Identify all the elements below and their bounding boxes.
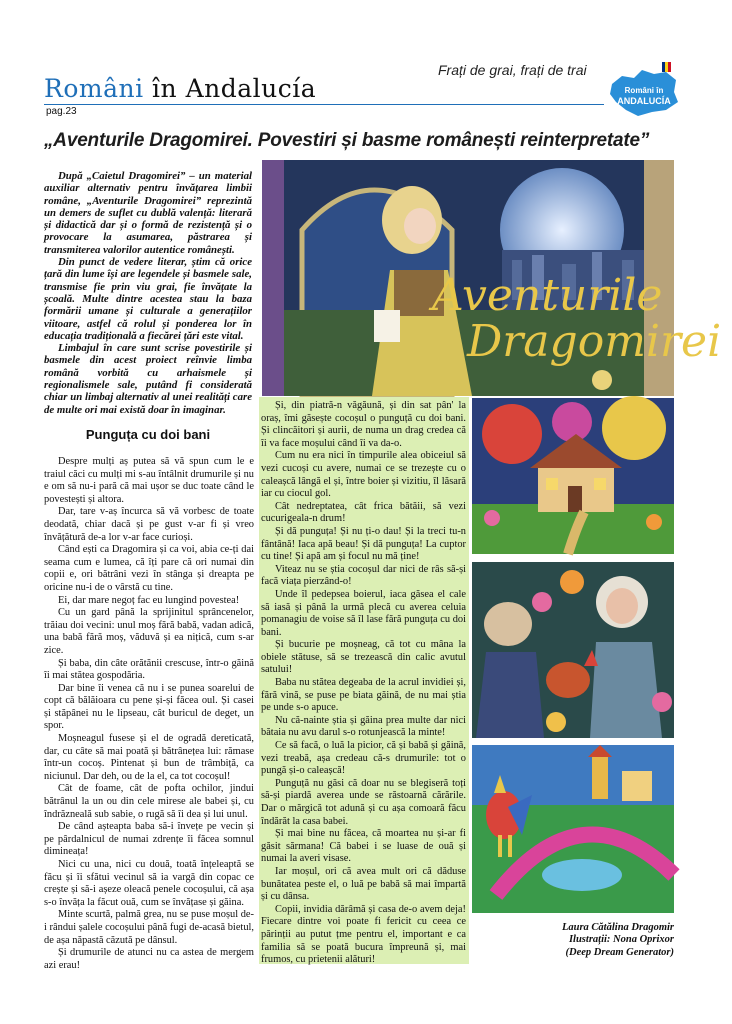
intro-paragraph: După „Caietul Dragomirei” – un material auxiliar alternativ pentru învățarea limbii române, „Aventurile Dragomirei” reprezintă un demers de suflet cu dublă valență: literară și didactică dar și o formă de rezistență și o provocare la asumarea, păstrarea și transmiterea valorilor autentice românești.	[44, 170, 252, 256]
story-paragraph: Și mai bine nu făcea, că moartea nu și-ar fi găsit sărmana! Că babei i se luase de ouă și numai la averi visase.	[261, 828, 466, 865]
story-paragraph: Dar bine îi venea că nu i se punea soarelui de copt că bălăioara cu pene și-și făcea oul. Și casei și stăpânei nu le lipseau, cât buricul de deget, un spor.	[44, 682, 254, 732]
story-paragraph: Dar, tare v-aș încurca să vă vorbesc de toate deodată, chiar dacă și pe gust v-ar fi și vreo învățătură de-a lor v-ar face curioși.	[44, 506, 254, 543]
story-column-left	[44, 456, 254, 972]
story-paragraph: Și dă punguța! Și nu ți-o dau! Și la treci tu-n fântână! Iaca apă beau! Și dă punguța! La cuptor cu tine! Și apă am și focul nu mă ține!	[261, 525, 466, 563]
girl-face	[404, 208, 436, 244]
story-paragraph: Iar moșul, ori că avea mult ori că dăduse bunătatea peste el, o luă pe babă să mai împartă și cu dânsa.	[261, 865, 466, 903]
article-credits	[470, 922, 674, 959]
masthead-divider	[44, 104, 604, 105]
hero-scene	[262, 160, 722, 396]
story-paragraph: Și baba, din câte orătănii crescuse, într-o găină îi mai stătea gospodăria.	[44, 657, 254, 682]
illustration-old-couple-rooster	[472, 562, 674, 738]
magazine-title	[44, 74, 316, 103]
tagline: Frați de grai, frați de trai	[438, 62, 587, 78]
story-paragraph: Cum nu era nici în timpurile alea obiceiul să vezi cucoși cu avere, numai ce se trezește cu o caleașcă lângă el și, între boier și vizitiu, îl lăsară iar cu ciocul gol.	[261, 450, 466, 500]
hero-title-line1: Aventurile	[432, 270, 663, 321]
hero-title-line2: Dragomirei	[467, 316, 722, 367]
story-paragraph: Minte scurtă, palmă grea, nu se puse moșul de-i rândui șalele cocoșului până fugi de-acasă bietul, de așa năpastă căzută pe dânsul.	[44, 909, 254, 946]
story-paragraph: Și bucurie pe moșneag, că tot cu mâna la obiele stătuse, să se trezească din calic avutul satului!	[261, 639, 466, 676]
story-column-middle	[261, 400, 466, 967]
intro-paragraph: Din punct de vedere literar, știm că orice țară din lume își are legendele și basmele sale, transmise fie prin viu grai, fie învățate la școală. Multe dintre acestea stau la baza formării umane și culturale a generațiilor viitoare, astfel că rolul și ponderea lor în educația tradițională a fiecărei țări este vital.	[44, 256, 252, 342]
logo-line2: ANDALUCÍA	[617, 96, 671, 106]
flag-blue	[662, 62, 665, 72]
credit-illustrations: Ilustrații: Nona Oprixor	[568, 934, 674, 946]
story-paragraph: Ce să facă, o luă la picior, că și babă și găină, vezi treabă, așa credeau că-s drumurile: tot o pungă și-o caleașcă!	[261, 740, 466, 777]
story-paragraph: Moșneagul fusese și el de ogradă dereticată, dar, cu câte să mai poată și bătrânețea lui: rămase într-un cocoș. Pintenat și bun de trâmbiță, ca niciunul. Dar deh, ou de la el, ca tot cocoșul!	[44, 733, 254, 782]
logo-line1: Români în	[624, 86, 664, 95]
illustration-cottage	[472, 398, 674, 554]
credit-author: Laura Cătălina Dragomir	[561, 922, 674, 933]
illustration-rooster-bridge	[472, 745, 674, 913]
story-paragraph: De când așteapta baba să-i învețe pe vecin și pe pârdalnicul de numai zdrențe îi făcea somnul dimineața!	[44, 821, 254, 858]
story-paragraph: Cât nedreptatea, cât frica bătăii, să vezi cucurigeala-n drum!	[261, 500, 466, 525]
intro-paragraph: Limbajul în care sunt scrise povestirile și basmele din acest proiect reînvie limba română vorbită cu arhaismele și regionalismele sale, putând fi considerată chiar un limbaj alternativ al unei realități care de multe ori mai există doar în imaginar.	[44, 342, 252, 416]
hero-illustration	[262, 160, 722, 396]
page-number: pag.23	[46, 106, 77, 117]
story-paragraph: Nici cu una, nici cu două, toată înțeleaptă se făcu și îi sfătui vecinul să ia vargă din copac ce crește și să-i așeze oleacă penele cocoșului, că așa s-o învăța la făcut ouă, cum se învățase și găina.	[44, 859, 254, 908]
story-paragraph: Cât de foame, cât de pofta ochilor, jindui bătrânul la un ou din cele mirese ale babei și, cu îndrăzneală sub sabie, o rugă să îi dea și lui unul.	[44, 783, 254, 820]
story-paragraph: Nu că-nainte știa și găina prea multe dar nici bătaia nu avu darul s-o rotunjească la minte!	[261, 714, 466, 739]
story-paragraph: Viteaz nu se știa cocoșul dar nici de râs să-și facă viața pierzând-o!	[261, 563, 466, 588]
credit-source: (Deep Dream Generator)	[565, 946, 674, 958]
story-paragraph: Copii, invidia dărâmă și casa de-o avem deja! Fiecare dintre voi poate fi fericit cu ceea ce părinții au putut țme pentru el, important e ca familia să se poată bucura împreună și, mai frumos, cu prietenii alături!	[261, 903, 466, 966]
story-paragraph: Când ești ca Dragomira și ca voi, abia ce-ți dai seama cum e lumea, că îți pare că ori numai din copii e, ori bătrâni vezi în stânga și dreapta pe oricine nu-i de o vârstă cu tine.	[44, 544, 254, 593]
story-paragraph: Și drumurile de atunci nu ca astea de mergem azi erau!	[44, 947, 254, 971]
article-intro	[44, 170, 252, 416]
article-headline: „Aventurile Dragomirei. Povestiri și basme românești reinterpretate”	[44, 130, 650, 151]
flag-yellow	[665, 62, 668, 72]
story-paragraph: Despre mulți aș putea să vă spun cum le e traiul căci cu mulți mi s-au întâlnit drumurile și nu e om să nu-i pară că mai ușor se duc toate când le povestești și altora.	[44, 456, 254, 505]
flag-red	[668, 62, 671, 72]
story-paragraph: Unde îl pedepsea boierul, iaca găsea el cale să iasă și până la urmă plecă cu averea celuia pomanagiu de voise să îl lase fără punguța cu doi bani.	[261, 588, 466, 638]
story-paragraph: Și, din piatră-n văgăună, și din sat pân' la oraș, îmi găsește cocoșul o punguță cu doi bani. Și clincăitori și aurii, de numa un drag credea că îi va face moșului când îi va da-o.	[261, 400, 466, 449]
magazine-title-blue: Români	[44, 74, 144, 103]
open-book	[374, 310, 400, 342]
story-paragraph: Cu un gard până la sprijinitul sprâncenelor, trăiau doi vecini: unul moș fără babă, vadan adică, una babă fără moș, văduvă și ea nițică, cum s-ar zice.	[44, 607, 254, 656]
magazine-title-rest: în Andalucía	[143, 74, 317, 103]
story-paragraph: Ei, dar mare negoț fac eu lungind povestea!	[58, 594, 240, 606]
story-paragraph: Punguță nu găsi că doar nu se blegiseră toți să-și piardă averea unde se răstoarnă cărările. Dar o mărgică tot adună și cu așa comoară făcu îndărăt la casa babei.	[261, 777, 466, 827]
story-paragraph: Baba nu stătea degeaba de la acrul invidiei și, fără vină, se puse pe biata găină, de nu mai știa pe unde s-o apuce.	[261, 677, 466, 714]
story-title: Punguța cu doi bani	[85, 427, 211, 442]
